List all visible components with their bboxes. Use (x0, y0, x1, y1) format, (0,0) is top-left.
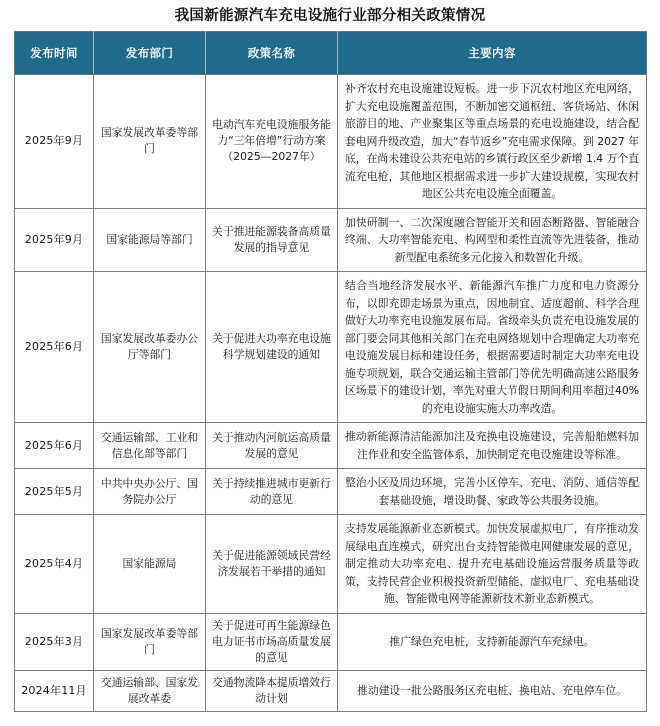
table-row (15, 613, 647, 670)
column-header-date: 发布时间 (15, 32, 94, 75)
cell-name: 关于推进能源装备高质量发展的指导意见 (206, 208, 338, 272)
cell-dept: 国家能源局等部门 (94, 208, 206, 272)
cell-date: 2025年6月 (15, 423, 94, 469)
cell-content: 推动新能源清洁能源加注及充换电设施建设，完善船舶燃料加注作业和安全监管体系，加快制定充电设施建设等标准。 (338, 423, 647, 469)
cell-dept: 交通运输部、工业和信息化部等部门 (94, 423, 206, 469)
cell-content: 补齐农村充电设施建设短板。进一步下沉农村地区充电网络，扩大充电设施覆盖范围，不断加密交通枢纽、客货场站、休闲旅游目的地、产业聚集区等重点场景的充电设施建设，结合配套电网升级改造，加大“春节返乡”充电需求保障。到 2027 年底，在尚未建设公共充电站的乡镇行政区至少新增 1.4 万个直流充电枪，其他地区根据需求进一步扩大建设规模，实现农村地区公共充电设施全面覆盖。 (338, 75, 647, 209)
table-row (15, 469, 647, 515)
cell-content: 支持发展能源新业态新模式。加快发展虚拟电厂，有序推动发展绿电直连模式，研究出台支持智能微电网健康发展的意见，制定推动大功率充电、提升充电基础设施运营服务质量等政策，支持民营企业积极投资新型储能、虚拟电厂、充电基础设施、智能微电网等能源新技术新业态新模式。 (338, 515, 647, 614)
cell-content: 结合当地经济发展水平、新能源汽车推广力度和电力资源分布，以即充即走场景为重点，因地制宜、适度超前、科学合理做好大功率充电设施发展布局。省级牵头负责充电设施发展的部门要会同其他相关部门在充电网络规划中合理确定大功率充电设施发展目标和建设任务，根据需要适时制定大功率充电设施专项规划，联合交通运输主管部门等优先明确高速公路服务区场景下的建设计划，率先对重大节假日期间利用率超过40%的充电设施实施大功率改造。 (338, 272, 647, 423)
cell-dept: 国家发展改革委等部门 (94, 75, 206, 209)
column-header-content: 主要内容 (338, 32, 647, 75)
cell-dept: 国家能源局 (94, 515, 206, 614)
cell-dept: 国家发展改革委办公厅等部门 (94, 272, 206, 423)
table-row (15, 670, 647, 711)
policy-table-container (14, 31, 646, 712)
cell-date: 2025年3月 (15, 613, 94, 670)
cell-dept: 交通运输部、国家发展改革委 (94, 670, 206, 711)
table-header-row (15, 32, 647, 75)
cell-date: 2025年5月 (15, 469, 94, 515)
table-body (15, 75, 647, 712)
table-row (15, 423, 647, 469)
policy-table (14, 31, 647, 712)
cell-content: 推广绿色充电桩，支持新能源汽车充绿电。 (338, 613, 647, 670)
table-row (15, 75, 647, 209)
table-row (15, 208, 647, 272)
table-row (15, 272, 647, 423)
cell-name: 关于促进大功率充电设施科学规划建设的通知 (206, 272, 338, 423)
column-header-name: 政策名称 (206, 32, 338, 75)
cell-date: 2025年6月 (15, 272, 94, 423)
cell-name: 电动汽车充电设施服务能力“三年倍增”行动方案（2025—2027年） (206, 75, 338, 209)
table-header (15, 32, 647, 75)
cell-date: 2025年9月 (15, 208, 94, 272)
cell-name: 交通物流降本提质增效行动计划 (206, 670, 338, 711)
cell-dept: 国家发展改革委等部门 (94, 613, 206, 670)
cell-date: 2025年4月 (15, 515, 94, 614)
cell-content: 整治小区及周边环境，完善小区停车、充电、消防、通信等配套基础设施，增设助餐、家政等公共服务设施。 (338, 469, 647, 515)
cell-name: 关于持续推进城市更新行动的意见 (206, 469, 338, 515)
cell-content: 推动建设一批公路服务区充电桩、换电站、充电停车位。 (338, 670, 647, 711)
cell-name: 关于促进能源领域民营经济发展若干举措的通知 (206, 515, 338, 614)
table-row (15, 515, 647, 614)
cell-content: 加快研制一、二次深度融合智能开关和固态断路器、智能融合终端、大功率智能充电、构网型和柔性直流等先进装备，推动新型配电系统多元化接入和数智化升级。 (338, 208, 647, 272)
cell-date: 2024年11月 (15, 670, 94, 711)
page-title: 我国新能源汽车充电设施行业部分相关政策情况 (174, 8, 486, 24)
cell-date: 2025年9月 (15, 75, 94, 209)
cell-dept: 中共中央办公厅、国务院办公厅 (94, 469, 206, 515)
column-header-dept: 发布部门 (94, 32, 206, 75)
cell-name: 关于促进可再生能源绿色电力证书市场高质量发展的意见 (206, 613, 338, 670)
cell-name: 关于推动内河航运高质量发展的意见 (206, 423, 338, 469)
